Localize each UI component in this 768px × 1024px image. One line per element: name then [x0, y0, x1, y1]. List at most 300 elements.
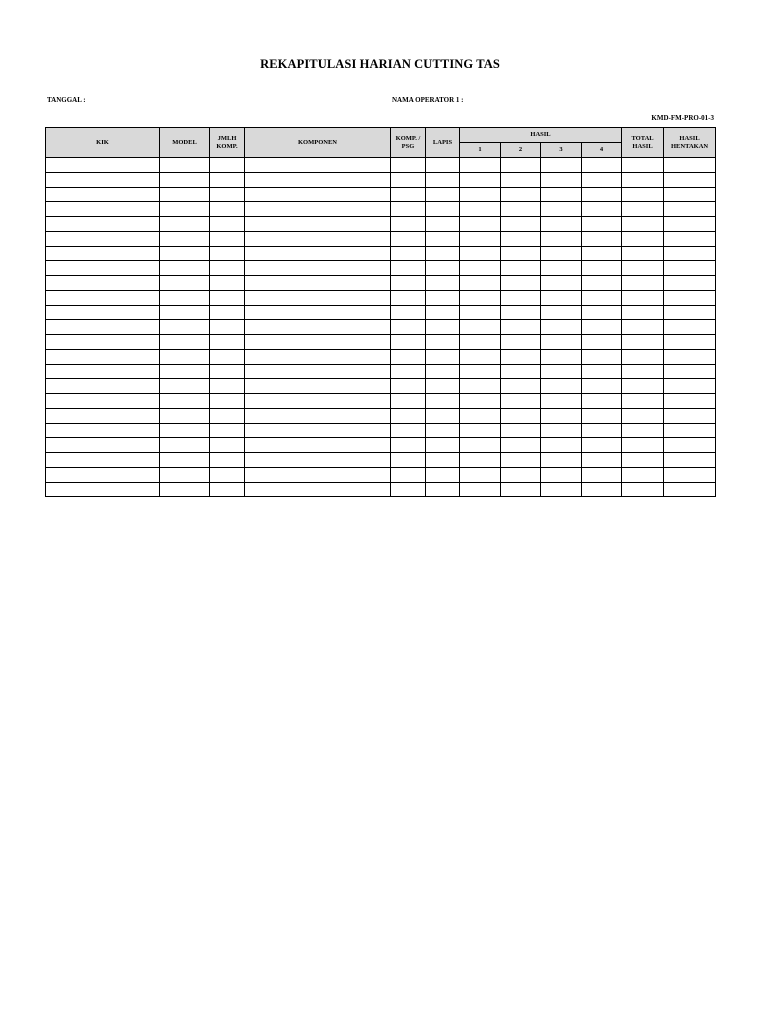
table-cell: [460, 349, 501, 364]
table-cell: [160, 423, 210, 438]
table-row: [46, 364, 716, 379]
table-cell: [622, 187, 664, 202]
table-cell: [391, 423, 426, 438]
table-cell: [46, 261, 160, 276]
table-cell: [501, 335, 541, 350]
table-cell: [391, 467, 426, 482]
table-cell: [160, 335, 210, 350]
table-cell: [160, 187, 210, 202]
table-cell: [541, 276, 582, 291]
table-cell: [391, 202, 426, 217]
table-cell: [245, 364, 391, 379]
table-cell: [426, 394, 460, 409]
table-cell: [391, 408, 426, 423]
table-cell: [541, 408, 582, 423]
table-cell: [210, 364, 245, 379]
table-cell: [582, 482, 622, 497]
table-cell: [501, 187, 541, 202]
table-cell: [622, 349, 664, 364]
table-cell: [210, 423, 245, 438]
table-cell: [160, 438, 210, 453]
header-hasil-hentakan-line2: HENTAKAN: [671, 142, 709, 150]
table-cell: [501, 349, 541, 364]
table-cell: [160, 261, 210, 276]
table-cell: [582, 394, 622, 409]
table-cell: [541, 364, 582, 379]
table-cell: [160, 276, 210, 291]
table-cell: [210, 246, 245, 261]
table-cell: [664, 467, 716, 482]
table-cell: [582, 172, 622, 187]
header-hasil: HASIL: [460, 128, 622, 143]
table-cell: [46, 335, 160, 350]
table-cell: [210, 408, 245, 423]
header-total-hasil: [622, 128, 664, 158]
table-cell: [501, 423, 541, 438]
table-cell: [160, 231, 210, 246]
table-cell: [210, 394, 245, 409]
table-cell: [664, 172, 716, 187]
header-komponen: KOMPONEN: [245, 128, 391, 158]
table-cell: [541, 246, 582, 261]
header-hasil-4: 4: [582, 143, 622, 158]
table-cell: [210, 276, 245, 291]
table-cell: [460, 158, 501, 173]
table-cell: [460, 217, 501, 232]
table-cell: [210, 261, 245, 276]
table-cell: [501, 438, 541, 453]
table-cell: [160, 379, 210, 394]
table-cell: [541, 379, 582, 394]
header-hasil-hentakan-line1: HASIL: [679, 134, 700, 142]
table-cell: [160, 408, 210, 423]
table-cell: [210, 231, 245, 246]
table-cell: [160, 467, 210, 482]
table-row: [46, 261, 716, 276]
table-cell: [582, 276, 622, 291]
header-hasil-2: 2: [501, 143, 541, 158]
table-row: [46, 202, 716, 217]
table-cell: [46, 379, 160, 394]
table-cell: [622, 438, 664, 453]
table-cell: [426, 202, 460, 217]
table-row: [46, 305, 716, 320]
table-cell: [391, 482, 426, 497]
header-total-hasil-line2: HASIL: [632, 142, 653, 150]
table-cell: [46, 364, 160, 379]
table-cell: [664, 187, 716, 202]
table-cell: [426, 187, 460, 202]
table-cell: [664, 394, 716, 409]
table-cell: [391, 364, 426, 379]
table-cell: [582, 364, 622, 379]
table-cell: [245, 467, 391, 482]
table-cell: [46, 408, 160, 423]
table-cell: [501, 276, 541, 291]
header-lapis: LAPIS: [426, 128, 460, 158]
table-cell: [46, 202, 160, 217]
table-cell: [426, 335, 460, 350]
table-cell: [426, 349, 460, 364]
table-cell: [460, 172, 501, 187]
table-cell: [501, 379, 541, 394]
table-cell: [582, 305, 622, 320]
table-row: [46, 276, 716, 291]
table-cell: [245, 320, 391, 335]
table-cell: [160, 320, 210, 335]
table-cell: [664, 158, 716, 173]
table-cell: [622, 482, 664, 497]
table-cell: [460, 467, 501, 482]
table-cell: [541, 320, 582, 335]
table-cell: [460, 261, 501, 276]
table-cell: [541, 394, 582, 409]
table-cell: [622, 305, 664, 320]
table-cell: [46, 217, 160, 232]
table-cell: [245, 202, 391, 217]
table-cell: [245, 335, 391, 350]
table-cell: [426, 379, 460, 394]
operator-label: NAMA OPERATOR 1 :: [392, 96, 464, 104]
table-cell: [541, 202, 582, 217]
table-cell: [582, 231, 622, 246]
table-cell: [391, 305, 426, 320]
table-cell: [460, 335, 501, 350]
table-cell: [541, 187, 582, 202]
table-cell: [664, 364, 716, 379]
table-cell: [426, 158, 460, 173]
table-cell: [210, 379, 245, 394]
table-cell: [460, 379, 501, 394]
table-cell: [582, 453, 622, 468]
table-cell: [46, 246, 160, 261]
table-cell: [664, 438, 716, 453]
table-cell: [541, 172, 582, 187]
table-cell: [426, 305, 460, 320]
table-cell: [391, 453, 426, 468]
table-cell: [46, 438, 160, 453]
table-cell: [582, 217, 622, 232]
table-cell: [391, 261, 426, 276]
table-cell: [622, 364, 664, 379]
table-cell: [391, 335, 426, 350]
table-cell: [245, 423, 391, 438]
table-cell: [501, 482, 541, 497]
table-cell: [501, 231, 541, 246]
table-cell: [46, 231, 160, 246]
table-cell: [541, 438, 582, 453]
table-cell: [426, 364, 460, 379]
header-komp-psg-line1: KOMP. /: [395, 134, 421, 142]
table-row: [46, 438, 716, 453]
table-cell: [541, 453, 582, 468]
table-cell: [582, 408, 622, 423]
table-cell: [460, 394, 501, 409]
table-cell: [664, 276, 716, 291]
header-komp-psg: [391, 128, 426, 158]
table-cell: [391, 394, 426, 409]
table-cell: [582, 423, 622, 438]
table-cell: [245, 482, 391, 497]
table-cell: [501, 172, 541, 187]
table-cell: [582, 246, 622, 261]
table-cell: [541, 158, 582, 173]
table-cell: [582, 290, 622, 305]
table-cell: [541, 467, 582, 482]
header-komp-psg-line2: PSG: [401, 142, 415, 150]
table-cell: [622, 453, 664, 468]
table-cell: [664, 320, 716, 335]
table-cell: [582, 187, 622, 202]
table-cell: [622, 320, 664, 335]
table-cell: [245, 246, 391, 261]
table-cell: [160, 394, 210, 409]
table-cell: [210, 467, 245, 482]
table-cell: [210, 217, 245, 232]
table-cell: [501, 467, 541, 482]
table-cell: [245, 172, 391, 187]
table-cell: [46, 320, 160, 335]
table-cell: [460, 276, 501, 291]
table-cell: [46, 467, 160, 482]
table-cell: [210, 335, 245, 350]
table-cell: [46, 187, 160, 202]
table-cell: [501, 290, 541, 305]
table-cell: [160, 217, 210, 232]
table-row: [46, 217, 716, 232]
table-cell: [501, 246, 541, 261]
table-cell: [541, 423, 582, 438]
table-cell: [426, 172, 460, 187]
table-cell: [426, 408, 460, 423]
header-hasil-1: 1: [460, 143, 501, 158]
table-cell: [664, 482, 716, 497]
table-cell: [391, 246, 426, 261]
table-cell: [245, 453, 391, 468]
table-row: [46, 172, 716, 187]
table-cell: [426, 320, 460, 335]
table-cell: [160, 158, 210, 173]
table-cell: [46, 305, 160, 320]
document-code: KMD-FM-PRO-01-3: [651, 114, 714, 122]
table-row: [46, 408, 716, 423]
table-cell: [622, 172, 664, 187]
table-cell: [245, 276, 391, 291]
table-cell: [622, 276, 664, 291]
table-cell: [541, 217, 582, 232]
table-cell: [245, 394, 391, 409]
table-cell: [460, 423, 501, 438]
table-cell: [426, 453, 460, 468]
table-cell: [245, 217, 391, 232]
table-cell: [210, 305, 245, 320]
table-cell: [622, 246, 664, 261]
table-cell: [622, 408, 664, 423]
header-kik: KIK: [46, 128, 160, 158]
table-cell: [664, 349, 716, 364]
table-cell: [46, 482, 160, 497]
table-row: [46, 187, 716, 202]
table-cell: [460, 364, 501, 379]
table-cell: [501, 394, 541, 409]
header-jmlh-komp-line2: KOMP.: [216, 142, 238, 150]
table-cell: [664, 290, 716, 305]
table-cell: [664, 335, 716, 350]
table-cell: [664, 231, 716, 246]
header-jmlh-komp-line1: JMLH: [217, 134, 237, 142]
table-row: [46, 290, 716, 305]
table-cell: [210, 349, 245, 364]
table-cell: [460, 453, 501, 468]
table-cell: [160, 349, 210, 364]
table-cell: [391, 438, 426, 453]
table-cell: [664, 246, 716, 261]
table-cell: [391, 158, 426, 173]
table-cell: [460, 438, 501, 453]
table-cell: [245, 187, 391, 202]
header-model: MODEL: [160, 128, 210, 158]
table-cell: [501, 261, 541, 276]
table-cell: [582, 158, 622, 173]
table-cell: [541, 482, 582, 497]
table-cell: [582, 349, 622, 364]
table-cell: [622, 394, 664, 409]
table-cell: [391, 172, 426, 187]
table-row: [46, 158, 716, 173]
table-cell: [541, 290, 582, 305]
table-cell: [210, 438, 245, 453]
table-cell: [391, 379, 426, 394]
date-label: TANGGAL :: [47, 96, 86, 104]
header-jmlh-komp: [210, 128, 245, 158]
table-cell: [501, 408, 541, 423]
table-cell: [501, 320, 541, 335]
table-cell: [426, 482, 460, 497]
table-cell: [426, 438, 460, 453]
table-cell: [210, 172, 245, 187]
table-cell: [501, 158, 541, 173]
table-cell: [160, 364, 210, 379]
document-title: REKAPITULASI HARIAN CUTTING TAS: [260, 57, 500, 71]
table-cell: [582, 320, 622, 335]
table-cell: [160, 202, 210, 217]
table-cell: [245, 290, 391, 305]
table-cell: [46, 423, 160, 438]
table-cell: [426, 467, 460, 482]
table-cell: [46, 349, 160, 364]
table-cell: [501, 202, 541, 217]
table-cell: [160, 290, 210, 305]
table-cell: [210, 187, 245, 202]
table-cell: [664, 453, 716, 468]
table-cell: [391, 217, 426, 232]
table-cell: [391, 231, 426, 246]
table-cell: [622, 467, 664, 482]
table-cell: [460, 202, 501, 217]
table-cell: [582, 379, 622, 394]
table-cell: [46, 394, 160, 409]
table-cell: [426, 276, 460, 291]
table-cell: [664, 408, 716, 423]
cutting-recap-table: [45, 127, 716, 497]
table-cell: [460, 305, 501, 320]
table-cell: [426, 246, 460, 261]
table-cell: [622, 261, 664, 276]
table-row: [46, 335, 716, 350]
table-cell: [501, 217, 541, 232]
table-cell: [622, 290, 664, 305]
table-cell: [160, 453, 210, 468]
table-cell: [501, 364, 541, 379]
table-cell: [245, 349, 391, 364]
table-cell: [46, 276, 160, 291]
table-cell: [622, 423, 664, 438]
table-cell: [582, 335, 622, 350]
table-row: [46, 467, 716, 482]
table-cell: [426, 290, 460, 305]
table-cell: [541, 231, 582, 246]
table-cell: [622, 231, 664, 246]
table-cell: [245, 379, 391, 394]
table-cell: [426, 217, 460, 232]
table-cell: [501, 305, 541, 320]
table-cell: [245, 158, 391, 173]
table-cell: [460, 320, 501, 335]
table-cell: [460, 246, 501, 261]
header-hasil-hentakan: [664, 128, 716, 158]
table-cell: [46, 172, 160, 187]
table-cell: [210, 482, 245, 497]
table-cell: [541, 349, 582, 364]
table-cell: [460, 290, 501, 305]
table-cell: [541, 261, 582, 276]
table-cell: [46, 290, 160, 305]
table-cell: [391, 320, 426, 335]
table-cell: [664, 202, 716, 217]
table-cell: [210, 453, 245, 468]
table-row: [46, 349, 716, 364]
table-cell: [245, 261, 391, 276]
table-cell: [391, 276, 426, 291]
table-cell: [622, 335, 664, 350]
table-cell: [210, 290, 245, 305]
table-cell: [582, 261, 622, 276]
table-row: [46, 394, 716, 409]
table-cell: [210, 202, 245, 217]
table-row: [46, 453, 716, 468]
table-cell: [582, 467, 622, 482]
table-cell: [245, 305, 391, 320]
table-row: [46, 231, 716, 246]
table-cell: [664, 217, 716, 232]
table-cell: [541, 335, 582, 350]
table-body: [46, 158, 716, 497]
table-cell: [426, 231, 460, 246]
table-cell: [245, 231, 391, 246]
table-cell: [160, 482, 210, 497]
table-cell: [160, 172, 210, 187]
table-cell: [391, 187, 426, 202]
table-cell: [160, 305, 210, 320]
table-cell: [664, 261, 716, 276]
table-cell: [460, 231, 501, 246]
table-cell: [245, 438, 391, 453]
table-cell: [46, 158, 160, 173]
table-cell: [460, 187, 501, 202]
table-row: [46, 423, 716, 438]
table-cell: [622, 217, 664, 232]
table-cell: [160, 246, 210, 261]
